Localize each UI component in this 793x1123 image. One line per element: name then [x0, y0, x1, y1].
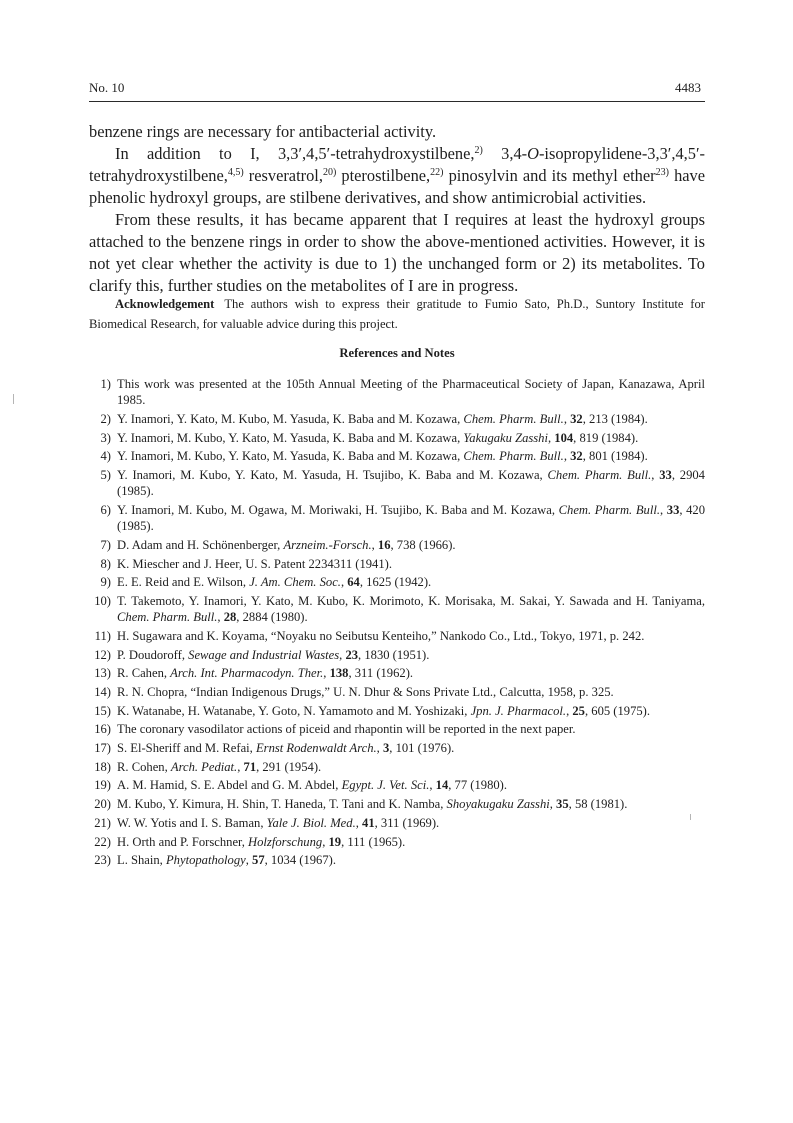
reference-authors: R. Cohen, — [117, 759, 171, 774]
reference-number: 3) — [100, 430, 111, 445]
reference-item: 4) Y. Inamori, M. Kubo, Y. Kato, M. Yasuda, K. Baba and M. Kozawa, Chem. Pharm. Bull., 32, 801 (1984). — [89, 448, 705, 464]
reference-number: 10) — [94, 593, 111, 608]
p2-text-b2: -isopropylidene-3,3′,4,5′-tetrahydroxystilbene, — [89, 144, 705, 185]
reference-journal: Arch. Pediat. — [170, 759, 238, 774]
reference-text: K. Miescher and J. Heer, U. S. Patent 2234311 (1941). — [117, 556, 392, 571]
reference-number: 11) — [94, 628, 111, 643]
reference-number: 22) — [94, 834, 111, 849]
reference-number: 20) — [94, 797, 111, 812]
reference-item — [89, 628, 705, 644]
reference-volume: 25 — [572, 703, 585, 718]
reference-number: 19) — [94, 778, 111, 793]
header-rule — [89, 101, 705, 102]
reference-volume: 23 — [345, 647, 359, 662]
reference-number: 5) — [100, 468, 111, 483]
p2-citation-a: 2) — [474, 145, 483, 156]
reference-item — [89, 556, 705, 572]
reference-number: 1) — [100, 377, 111, 391]
reference-journal: Egypt. J. Vet. Sci. — [341, 778, 430, 793]
reference-item: 19) A. M. Hamid, S. E. Abdel and G. M. Abdel, Egypt. J. Vet. Sci., 14, 77 (1980). — [89, 777, 705, 793]
reference-volume: 138 — [329, 666, 349, 681]
reference-pages: , 311 (1962). — [348, 666, 414, 681]
reference-item: 3) Y. Inamori, M. Kubo, Y. Kato, M. Yasuda, K. Baba and M. Kozawa, Yakugaku Zasshi, 104, 819 (1984). — [89, 430, 705, 446]
reference-item: 5) Y. Inamori, M. Kubo, Y. Kato, M. Yasuda, H. Tsujibo, K. Baba and M. Kozawa, Chem. Pharm. Bull., 33, 2904 (1985). — [89, 467, 705, 499]
reference-authors: Y. Inamori, M. Kubo, Y. Kato, M. Yasuda, K. Baba and M. Kozawa, — [117, 449, 464, 464]
reference-authors: Y. Inamori, M. Kubo, Y. Kato, M. Yasuda, K. Baba and M. Kozawa, — [117, 430, 464, 445]
reference-number: 18) — [94, 759, 111, 774]
reference-number: 6) — [100, 502, 111, 517]
p2-text-a: In addition to I, 3,3′,4,5′-tetrahydroxystilbene, — [115, 144, 475, 163]
reference-pages: , 819 (1984). — [573, 430, 639, 445]
reference-authors: M. Kubo, Y. Kimura, H. Shin, T. Haneda, T. Tani and K. Namba, — [117, 797, 447, 812]
reference-journal: Phytopathology — [165, 853, 246, 868]
reference-pages: , 111 (1965). — [341, 834, 406, 849]
reference-authors: S. El-Sheriff and M. Refai, — [117, 741, 256, 756]
reference-authors: P. Doudoroff, — [117, 647, 189, 662]
reference-volume: 16 — [377, 537, 391, 552]
reference-number: 4) — [100, 449, 111, 464]
reference-journal: Shoyakugaku Zasshi — [446, 797, 550, 812]
reference-pages: , 2904 (1985). — [117, 468, 705, 499]
reference-pages: , 77 (1980). — [448, 778, 508, 793]
reference-authors: D. Adam and H. Schönenberger, — [117, 537, 284, 552]
reference-item: 23) L. Shain, Phytopathology, 57, 1034 (1967). — [89, 852, 705, 868]
reference-pages: , 101 (1976). — [389, 741, 455, 756]
reference-pages: , 738 (1966). — [390, 537, 456, 552]
reference-authors: E. E. Reid and E. Wilson, — [117, 575, 250, 590]
reference-volume: 33 — [659, 468, 672, 483]
reference-pages: , 605 (1975). — [584, 703, 651, 718]
p2-text-f: have phenolic hydroxyl groups, are stilbene derivatives, and show antimicrobial activities. — [89, 166, 706, 207]
reference-item: 10) T. Takemoto, Y. Inamori, Y. Kato, M. Kubo, K. Morimoto, K. Morisaka, M. Sakai, Y. Sawada and H. Taniyama, Chem. Pharm. Bull., 28, 2884 (1980). — [89, 593, 705, 625]
reference-authors: Y. Inamori, M. Kubo, Y. Kato, M. Yasuda, H. Tsujibo, K. Baba and M. Kozawa, — [117, 468, 548, 483]
p2-text-c: resveratrol, — [243, 166, 323, 185]
reference-item: 20) M. Kubo, Y. Kimura, H. Shin, T. Haneda, T. Tani and K. Namba, Shoyakugaku Zasshi, 35, 58 (1981). — [89, 796, 705, 812]
reference-volume: 19 — [328, 834, 342, 849]
reference-authors: Y. Inamori, Y. Kato, M. Kubo, M. Yasuda, K. Baba and M. Kozawa, — [117, 411, 464, 426]
reference-journal: Arzneim.-Forsch. — [283, 537, 372, 552]
reference-text: The coronary vasodilator actions of piceid and rhapontin will be reported in the next paper. — [117, 722, 576, 737]
p2-text-b1: 3,4- — [482, 144, 528, 163]
reference-pages: , 1830 (1951). — [358, 647, 430, 662]
reference-pages: , 58 (1981). — [568, 797, 628, 812]
reference-volume: 28 — [223, 610, 237, 625]
reference-item — [89, 376, 705, 408]
reference-journal: Ernst Rodenwaldt Arch. — [255, 741, 377, 756]
reference-number: 23) — [94, 853, 111, 868]
reference-journal: Chem. Pharm. Bull. — [558, 502, 660, 517]
reference-item: 22) H. Orth and P. Forschner, Holzforschung, 19, 111 (1965). — [89, 834, 705, 850]
reference-item: 6) Y. Inamori, M. Kubo, M. Ogawa, M. Moriwaki, H. Tsujibo, K. Baba and M. Kozawa, Chem. Pharm. Bull., 33, 420 (1985). — [89, 502, 705, 534]
reference-item: 21) W. W. Yotis and I. S. Baman, Yale J. Biol. Med., 41, 311 (1969). — [89, 815, 705, 831]
reference-number: 12) — [94, 647, 111, 662]
reference-volume: 35 — [556, 797, 569, 812]
acknowledgement — [89, 294, 705, 334]
paragraph-1: benzene rings are necessary for antibacterial activity. — [89, 122, 437, 141]
reference-item: 15) K. Watanabe, H. Watanabe, Y. Goto, N. Yamamoto and M. Yoshizaki, Jpn. J. Pharmacol., 25, 605 (1975). — [89, 703, 705, 719]
reference-volume: 104 — [554, 430, 574, 445]
reference-authors: Y. Inamori, M. Kubo, M. Ogawa, M. Moriwaki, H. Tsujibo, K. Baba and M. Kozawa, — [117, 502, 559, 517]
reference-journal: Arch. Int. Pharmacodyn. Ther. — [170, 666, 324, 681]
reference-pages: , 1625 (1942). — [359, 575, 432, 590]
reference-item: 17) S. El-Sheriff and M. Refai, Ernst Rodenwaldt Arch., 3, 101 (1976). — [89, 740, 705, 756]
p2-citation-d: 22) — [430, 167, 444, 178]
reference-pages: , 1034 (1967). — [264, 853, 336, 868]
reference-item: 9) E. E. Reid and E. Wilson, J. Am. Chem. Soc., 64, 1625 (1942). — [89, 574, 705, 590]
reference-journal: Holzforschung — [248, 834, 323, 849]
reference-volume: 71 — [243, 759, 257, 774]
reference-journal: Chem. Pharm. Bull. — [463, 411, 564, 426]
reference-item — [89, 721, 705, 737]
paragraph-2 — [89, 143, 705, 209]
reference-text: This work was presented at the 105th Annual Meeting of the Pharmaceutical Society of Japan, Kanazawa, April 1985. — [117, 377, 705, 408]
reference-number: 15) — [94, 703, 111, 718]
p2-text-e: pinosylvin and its methyl ether — [443, 166, 656, 185]
reference-volume: 14 — [435, 778, 449, 793]
reference-journal: Yale J. Biol. Med. — [266, 815, 356, 830]
reference-item: 2) Y. Inamori, Y. Kato, M. Kubo, M. Yasuda, K. Baba and M. Kozawa, Chem. Pharm. Bull., 32, 213 (1984). — [89, 411, 705, 427]
reference-journal: Chem. Pharm. Bull. — [463, 449, 564, 464]
reference-journal: Jpn. J. Pharmacol. — [470, 703, 567, 718]
body-text — [89, 121, 705, 297]
reference-authors: A. M. Hamid, S. E. Abdel and G. M. Abdel, — [117, 778, 342, 793]
reference-item: 18) R. Cohen, Arch. Pediat., 71, 291 (1954). — [89, 759, 705, 775]
reference-item: 13) R. Cahen, Arch. Int. Pharmacodyn. Ther., 138, 311 (1962). — [89, 665, 705, 681]
reference-number: 14) — [94, 684, 111, 699]
reference-number: 2) — [100, 411, 111, 426]
reference-item: 12) P. Doudoroff, Sewage and Industrial Wastes, 23, 1830 (1951). — [89, 647, 705, 663]
issue-number: No. 10 — [89, 80, 125, 95]
reference-volume: 3 — [382, 741, 390, 756]
reference-pages: , 420 (1985). — [117, 502, 706, 534]
acknowledgement-label: Acknowledgement — [115, 297, 215, 311]
page-number: 4483 — [675, 80, 701, 95]
reference-volume: 57 — [252, 853, 265, 868]
scan-speck — [13, 394, 14, 404]
paragraph-3: From these results, it has became apparent that I requires at least the hydroxyl groups attached to the benzene rings in order to show the above-mentioned activities. However, it is not yet clear whether the activity is due to 1) the unchanged form or 2) its metabolites. To clarify this, further studies on the metabolites of I are in progress. — [89, 210, 705, 295]
p2-text-d: pterostilbene, — [336, 166, 431, 185]
reference-authors: K. Watanabe, H. Watanabe, Y. Goto, N. Yamamoto and M. Yoshizaki, — [117, 703, 471, 718]
reference-number: 7) — [100, 537, 111, 552]
reference-volume: 32 — [570, 411, 583, 426]
reference-pages: , 213 (1984). — [582, 411, 648, 426]
references-title: References and Notes — [339, 346, 455, 360]
p2-citation-b: 4,5) — [227, 167, 244, 178]
reference-list — [89, 376, 705, 871]
reference-number: 13) — [94, 666, 111, 681]
reference-authors: T. Takemoto, Y. Inamori, Y. Kato, M. Kubo, K. Morimoto, K. Morisaka, M. Sakai, Y. Sawada and H. Taniyama, — [117, 593, 705, 608]
reference-number: 8) — [100, 556, 111, 571]
reference-authors: L. Shain, — [117, 853, 166, 868]
reference-journal: Yakugaku Zasshi — [463, 430, 548, 445]
reference-journal: Sewage and Industrial Wastes — [188, 647, 340, 662]
reference-pages: , 2884 (1980). — [236, 610, 308, 625]
reference-number: 17) — [94, 741, 111, 756]
reference-number: 9) — [100, 575, 111, 590]
reference-volume: 41 — [362, 815, 375, 830]
p2-citation-e: 23) — [655, 167, 669, 178]
reference-pages: , 311 (1969). — [374, 815, 440, 830]
reference-volume: 33 — [666, 502, 680, 517]
reference-authors: H. Orth and P. Forschner, — [117, 834, 249, 849]
reference-volume: 32 — [570, 449, 583, 464]
reference-text: R. N. Chopra, “Indian Indigenous Drugs,” U. N. Dhur & Sons Private Ltd., Calcutta, 1958, p. 325. — [117, 684, 614, 699]
acknowledgement-text: The authors wish to express their gratitude to Fumio Sato, Ph.D., Suntory Institute for Biomedical Research, for valuable advice during this project. — [89, 297, 705, 331]
reference-pages: , 801 (1984). — [582, 449, 648, 464]
reference-journal: Chem. Pharm. Bull. — [117, 610, 218, 625]
reference-item: 7) D. Adam and H. Schönenberger, Arzneim.-Forsch., 16, 738 (1966). — [89, 537, 705, 553]
reference-text: H. Sugawara and K. Koyama, “Noyaku no Seibutsu Kenteiho,” Nankodo Co., Ltd., Tokyo, 1971, p. 242. — [117, 628, 645, 643]
reference-authors: W. W. Yotis and I. S. Baman, — [117, 815, 267, 830]
reference-volume: 64 — [347, 575, 360, 590]
p2-citation-c: 20) — [322, 167, 337, 178]
scan-speck — [690, 814, 691, 820]
reference-authors: R. Cahen, — [117, 666, 171, 681]
p2-text-b-italic: O — [527, 144, 539, 163]
reference-number: 16) — [94, 722, 111, 737]
reference-pages: , 291 (1954). — [256, 759, 322, 774]
reference-number: 21) — [94, 815, 111, 830]
reference-item — [89, 684, 705, 700]
reference-journal: Chem. Pharm. Bull. — [547, 468, 652, 483]
reference-journal: J. Am. Chem. Soc. — [249, 575, 341, 590]
